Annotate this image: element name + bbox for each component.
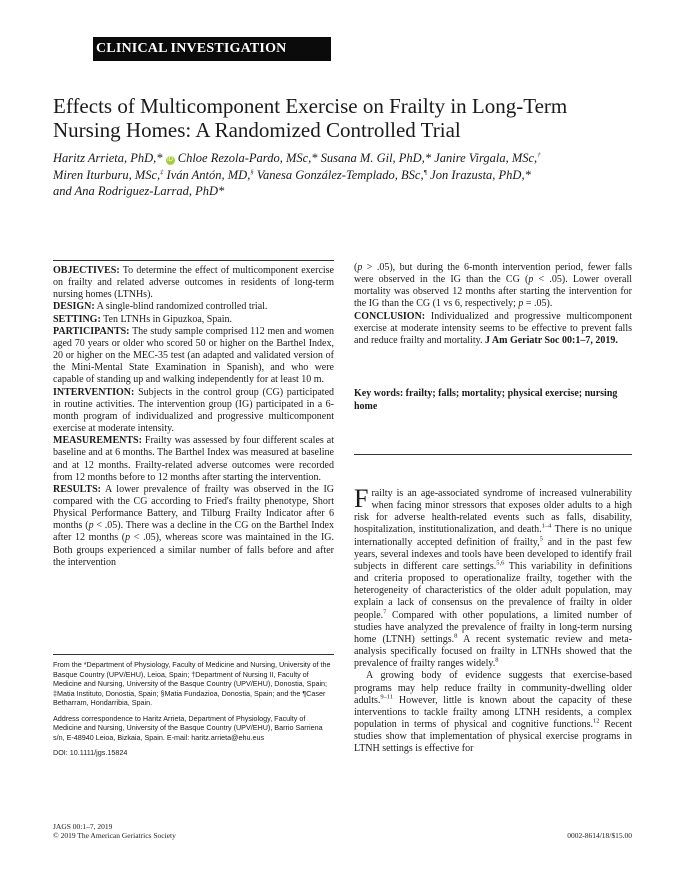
abstract-top-rule bbox=[53, 260, 334, 261]
reference[interactable]: 5,6 bbox=[496, 559, 505, 567]
reference[interactable]: 1–4 bbox=[541, 523, 552, 531]
orcid-icon[interactable]: iD bbox=[167, 157, 173, 163]
reference[interactable]: 9–11 bbox=[380, 693, 394, 701]
affiliation-mark: † bbox=[537, 151, 541, 159]
body-text bbox=[354, 484, 633, 755]
copyright: © 2019 The American Geriatrics Society bbox=[53, 831, 176, 840]
author[interactable]: and Ana Rodriguez-Larrad, PhD* bbox=[53, 184, 225, 198]
affiliation-mark: ¶ bbox=[423, 168, 428, 176]
abstract-objectives: OBJECTIVES: To determine the effect of multicomponent exercise on frailty and related adverse outcomes in residents of long-term nursing homes (LTNHs). bbox=[53, 265, 334, 301]
reference[interactable]: 5 bbox=[539, 535, 543, 543]
section-banner bbox=[93, 37, 331, 61]
reference[interactable]: 8 bbox=[495, 656, 499, 664]
keywords: Key words: frailty; falls; mortality; physical exercise; nursing home bbox=[354, 388, 618, 412]
author[interactable]: Chloe Rezola-Pardo, MSc,* Susana M. Gil, PhD,* Janire Virgala, MSc, bbox=[177, 151, 538, 165]
abstract-conclusion: CONCLUSION: Individualized and progressive multicomponent exercise at moderate intensity seems to be effective to prevent falls and reduce frailty and mortality. J Am Geriatr Soc 00:1–7, 2019. bbox=[354, 310, 633, 346]
article-title: Effects of Multicomponent Exercise on Frailty in Long-Term Nursing Homes: A Randomized Controlled Trial bbox=[53, 94, 568, 142]
footer bbox=[53, 822, 176, 840]
correspondence-address: Address correspondence to Haritz Arrieta, Department of Physiology, Faculty of Medicine and Nursing, University of the Basque Country (UPV/EHU), Barrio Sarriena s/n, E-48940 Leioa, Bizkaia, Spain. E-mail: haritz.arrieta@ehu.eus bbox=[53, 713, 323, 742]
abstract-results: RESULTS: A lower prevalence of frailty was observed in the IG compared with the CG according to Fried's frailty phenotype, Short Physical Performance Battery, and Tilburg Frailty Indicator after 6 months (p < .05). There was a decline in the CG on the Barthel Index after 12 months (p < .05), whereas score was maintained in the IG. Both groups experienced a similar number of falls before and after the intervention bbox=[53, 483, 335, 568]
abstract-intervention: INTERVENTION: Subjects in the control group (CG) participated in routine activities. The intervention group (IG) participated in a 6-month program of individualized and progressive multicomponent exercise at moderate intensity. bbox=[53, 386, 335, 435]
abstract-setting: SETTING: Ten LTNHs in Gipuzkoa, Spain. bbox=[53, 313, 233, 325]
drop-cap: F bbox=[354, 484, 369, 513]
author[interactable]: Haritz Arrieta, PhD,* bbox=[53, 151, 163, 165]
section-label: CLINICAL INVESTIGATION bbox=[96, 41, 287, 56]
abstract-right-column bbox=[354, 262, 632, 347]
author[interactable]: Jon Irazusta, PhD,* bbox=[430, 167, 531, 182]
body-paragraph: Frailty is an age-associated syndrome of increased vulnerability when facing minor stressors that exposes older adults to a high risk for adverse health-related events such as falls, disability, hospitalization, institutionalization, and death.$^{1-4}$ There is no unique internationally accepted definition of frailty,$^5$ and in the past few years, several indexes and tools have been developed to identify frail subjects in different care settings.$^{5,6}$ This variability in definitions and criteria proposed to operationalize frailty, together with the heterogeneity of characteristics of the older adult population, may explain a lack of consensus on the prevalence of frailty in older people.$^7$ Compared with other populations, a limited number of studies have analyzed the prevalence of frailty in long-term nursing home (LTNH) settings.$^8$ A recent systematic review and meta-analysis specifically focused on frailty in LTNHs showed that the prevalence of frailty ranges widely.$^8$ bbox=[354, 484, 632, 670]
affiliation-mark: ‡ bbox=[160, 168, 164, 176]
abstract-measurements: MEASUREMENTS: Frailty was assessed by four different scales at baseline and at 6 months. The Barthel Index was measured at baseline and at 12 months. Frailty-related adverse outcomes were recorded from 12 months before to 12 months after starting the intervention. bbox=[53, 435, 334, 483]
author[interactable]: Iván Antón, MD, bbox=[166, 167, 251, 182]
doi[interactable]: DOI: 10.1111/jgs.15824 bbox=[53, 748, 128, 757]
reference[interactable]: 7 bbox=[383, 608, 387, 616]
abstract-results-cont: (p > .05), but during the 6-month intervention period, fewer falls were observed in the IG than the CG (p < .05). Lower overall mortality was observed 12 months after starting the intervention for the IG than the CG (1 vs 6, respectively; p = .05). bbox=[354, 262, 632, 310]
affiliation-text: From the *Department of Physiology, Faculty of Medicine and Nursing, University of the Basque Country (UPV/EHU), Leioa, Spain; †Department of Nursing II, Faculty of Medicine and Nursing, University of the Basque Country (UPV/EHU), Donostia, Spain; ‡Matia Instituto, Donostia, Spain; §Matia Fundazioa, Donostia, Spain; and the ¶Caser Betharram, Hondarribia, Spain. bbox=[53, 660, 331, 707]
author-list bbox=[53, 150, 628, 200]
journal-citation: JAGS 00:1–7, 2019 bbox=[53, 822, 113, 831]
affiliation-rule bbox=[53, 654, 334, 655]
abstract-bottom-rule bbox=[354, 454, 632, 455]
abstract-design: DESIGN: A single-blind randomized controlled trial. bbox=[53, 301, 268, 313]
author[interactable]: Vanesa González-Templado, BSc, bbox=[256, 167, 424, 182]
body-paragraph: A growing body of evidence suggests that exercise-based programs may help reduce frailty in community-dwelling older adults.$^{9-11}$ However, little is known about the capacity of these interventions to tackle frailty among LTNH residents, a complex population in terms of physical and cognitive functions.$^{12}$ Recent studies show that implementation of physical exercise programs in LTNH settings is effective for bbox=[354, 670, 633, 755]
abstract-left-column bbox=[53, 265, 334, 569]
reference[interactable]: 12 bbox=[593, 717, 600, 725]
author[interactable]: Miren Iturburu, MSc, bbox=[53, 167, 161, 182]
reference[interactable]: 8 bbox=[454, 632, 458, 640]
issn: 0002-8614/18/$15.00 bbox=[567, 831, 632, 840]
affiliations bbox=[53, 660, 333, 764]
affiliation-mark: § bbox=[250, 168, 254, 176]
abstract-participants: PARTICIPANTS: The study sample comprised 112 men and women aged 70 years or older who scored 50 or higher on the Barthel Index, 20 or higher on the MEC-35 test (an adapted and validated version of the Mini-Mental State Examination in Spanish), and who were capable of standing up and walking independently for at least 10 m. bbox=[53, 325, 334, 386]
